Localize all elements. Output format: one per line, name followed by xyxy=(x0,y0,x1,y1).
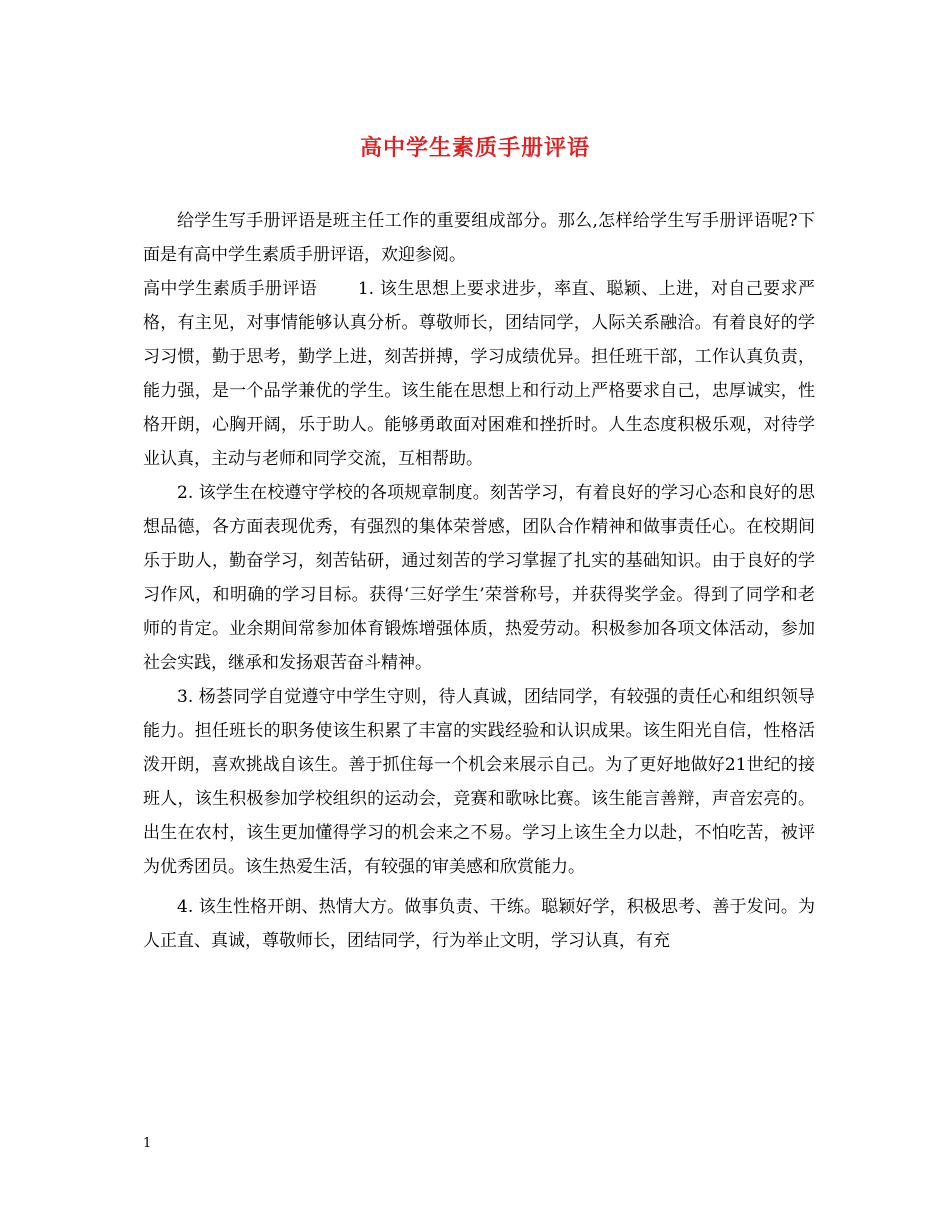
comment-paragraph-1: 高中学生素质手册评语 1. 该生思想上要求进步，率直、聪颖、上进，对自己要求严格，有主见，对事情能够认真分析。尊敬师长，团结同学，人际关系融洽。有着良好的学习习惯，勤于思考，勤学上进，刻苦拼搏，学习成绩优异。担任班干部，工作认真负责，能力强，是一个品学兼优的学生。该生能在思想上和行动上严格要求自己，忠厚诚实，性格开朗，心胸开阔，乐于助人。能够勇敢面对困难和挫折时。人生态度积极乐观，对待学业认真，主动与老师和同学交流，互相帮助。 xyxy=(143,279,815,469)
intro-paragraph: 给学生写手册评语是班主任工作的重要组成部分。那么,怎样给学生写手册评语呢?下面是有高中学生素质手册评语，欢迎参阅。 xyxy=(143,211,815,265)
document-body xyxy=(143,204,815,958)
comment-paragraph-2: 2. 该学生在校遵守学校的各项规章制度。刻苦学习，有着良好的学习心态和良好的思想品德，各方面表现优秀，有强烈的集体荣誉感，团队合作精神和做事责任心。在校期间乐于助人，勤奋学习，刻苦钻研，通过刻苦的学习掌握了扎实的基础知识。由于良好的学习作风，和明确的学习目标。获得‘三好学生’荣誉称号，并获得奖学金。得到了同学和老师的肯定。业余期间常参加体育锻炼增强体质，热爱劳动。积极参加各项文体活动，参加社会实践，继承和发扬艰苦奋斗精神。 xyxy=(143,483,815,673)
comment-paragraph-3: 3. 杨荟同学自觉遵守中学生守则，待人真诚，团结同学，有较强的责任心和组织领导能力。担任班长的职务使该生积累了丰富的实践经验和认识成果。该生阳光自信，性格活泼开朗，喜欢挑战自该生。善于抓住每一个机会来展示自己。为了更好地做好21世纪的接班人，该生积极参加学校组织的运动会，竞赛和歌咏比赛。该生能言善辩，声音宏亮的。出生在农村，该生更加懂得学习的机会来之不易。学习上该生全力以赴，不怕吃苦，被评为优秀团员。该生热爱生活，有较强的审美感和欣赏能力。 xyxy=(143,687,815,877)
comment-paragraph-4: 4. 该生性格开朗、热情大方。做事负责、干练。聪颖好学，积极思考、善于发问。为人正直、真诚，尊敬师长，团结同学，行为举止文明，学习认真，有充 xyxy=(143,897,815,951)
page-title: 高中学生素质手册评语 xyxy=(359,135,590,161)
page-number: 1 xyxy=(143,1136,152,1151)
